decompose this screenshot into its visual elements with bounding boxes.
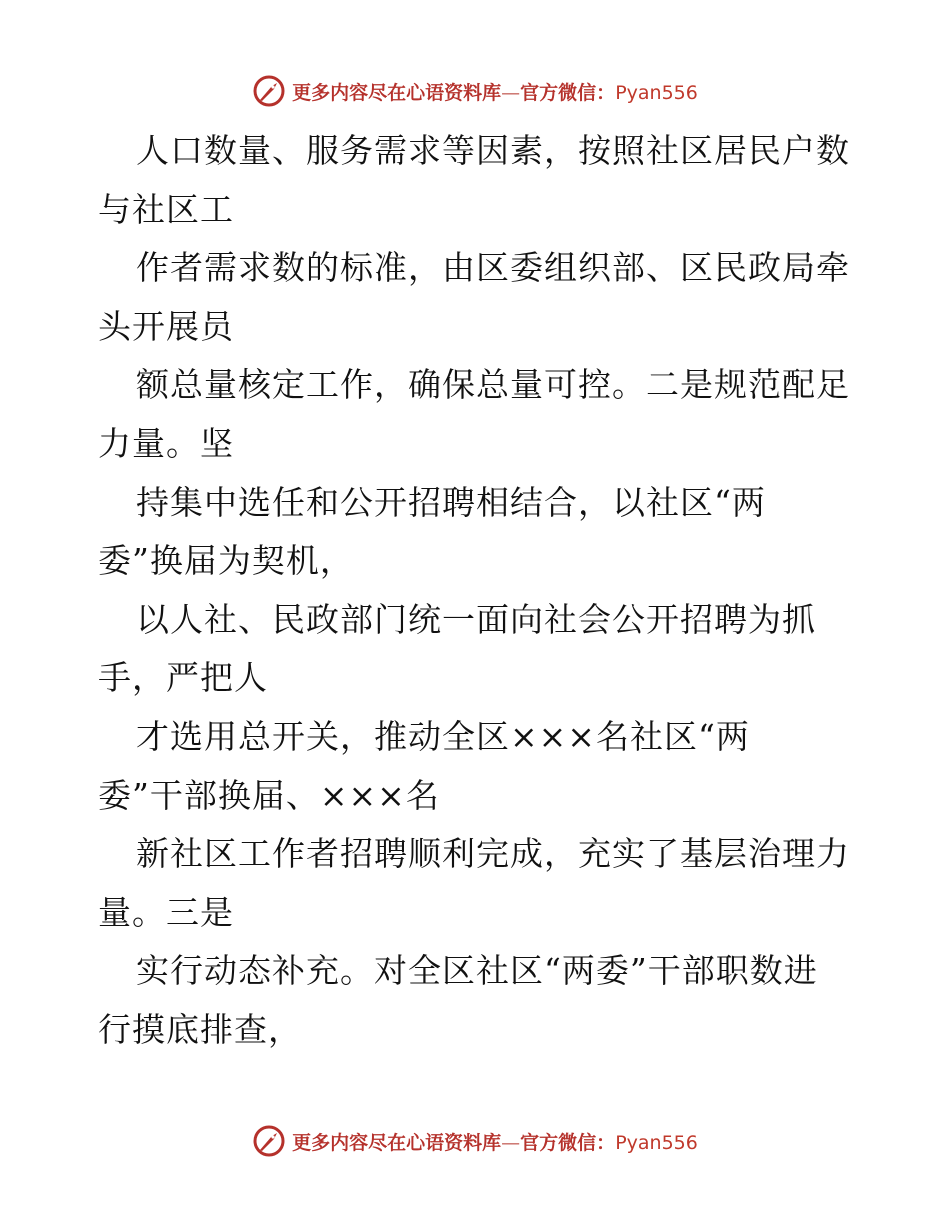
footer-watermark	[0, 1124, 950, 1158]
body-line: 额总量核定工作，确保总量可控。二是规范配足	[136, 365, 850, 405]
watermark-label: 官方微信：	[520, 81, 616, 104]
watermark-handle: Pyan556	[615, 1131, 698, 1154]
body-line: 委”换届为契机，	[98, 541, 354, 581]
body-line: 力量。坚	[98, 423, 234, 463]
watermark-brand: 更多内容尽在心语资料库	[292, 1131, 502, 1154]
watermark-label: 官方微信：	[520, 1131, 616, 1154]
watermark-brand: 更多内容尽在心语资料库	[292, 81, 502, 104]
body-line: 人口数量、服务需求等因素，按照社区居民户数	[136, 131, 850, 170]
watermark-text	[292, 1128, 698, 1155]
document-body	[98, 122, 858, 1060]
body-line: 以人社、民政部门统一面向社会公开招聘为抓	[136, 599, 816, 639]
body-line: 委”干部换届、×××名	[98, 775, 440, 815]
body-line: 头开展员	[98, 306, 234, 346]
body-line: 持集中选任和公开招聘相结合，以社区“两	[136, 482, 766, 522]
body-line: 新社区工作者招聘顺利完成，充实了基层治理力	[136, 834, 850, 874]
watermark-text	[292, 78, 698, 105]
body-line: 手，严把人	[98, 658, 268, 698]
body-line: 与社区工	[98, 189, 234, 229]
body-line: 才选用总开关，推动全区×××名社区“两	[136, 716, 750, 756]
watermark-separator: —	[501, 1131, 521, 1154]
pen-nib-logo-icon	[252, 74, 286, 108]
body-line: 量。三是	[98, 892, 234, 932]
body-line: 作者需求数的标准，由区委组织部、区民政局牵	[136, 248, 850, 288]
watermark-separator: —	[501, 81, 521, 104]
body-line: 行摸底排查，	[98, 1009, 302, 1049]
body-line: 实行动态补充。对全区社区“两委”干部职数进	[136, 951, 818, 991]
watermark-handle: Pyan556	[615, 81, 698, 104]
header-watermark	[0, 74, 950, 108]
pen-nib-logo-icon	[252, 1124, 286, 1158]
